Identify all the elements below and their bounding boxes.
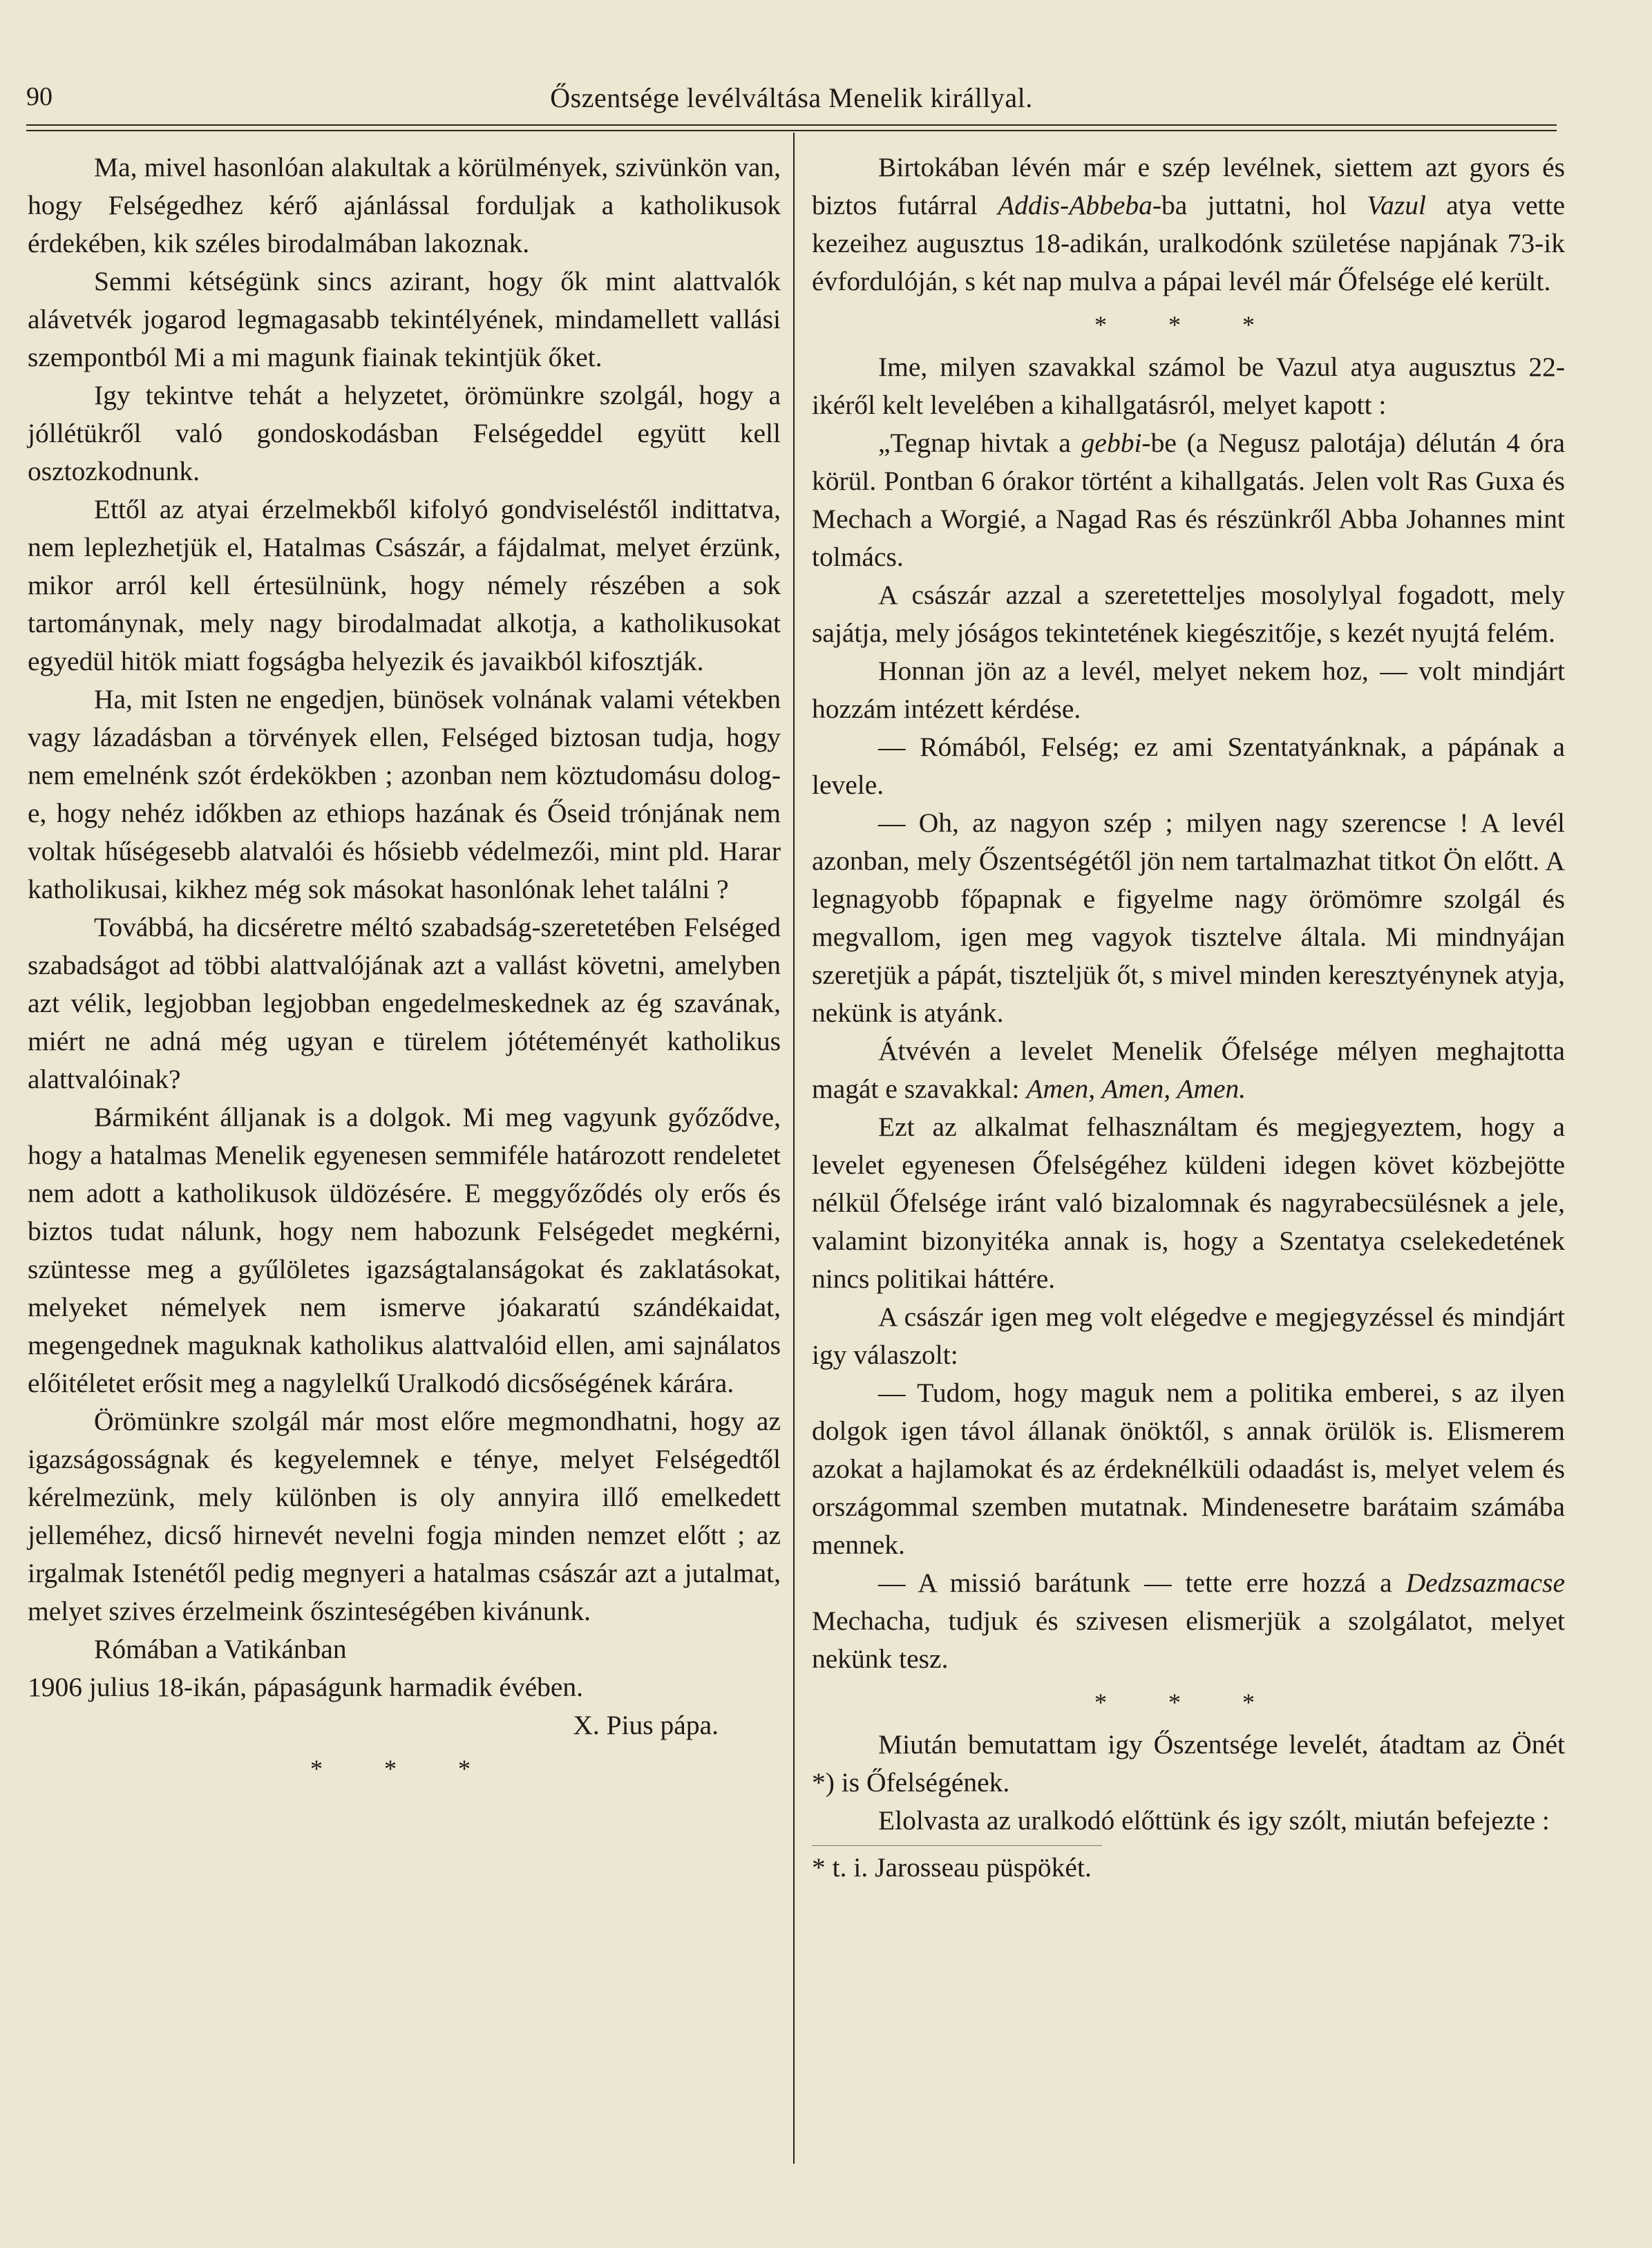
paragraph xyxy=(812,1032,1565,1108)
paragraph: A császár igen meg volt elégedve e megjegyzéssel és mindjárt igy válaszolt: xyxy=(812,1302,1565,1370)
paragraph: Továbbá, ha dicséretre méltó szabadság-szeretetében Felséged szabadságot ad többi alattvalójának azt a vallást követni, amelyben azt vélik, legjobban legjobban engedelmeskednek az ég szavának, miért ne adná még ugyan e türelem jótéteményét katholikus alattvalóinak? xyxy=(28,912,781,1094)
paragraph: Ma, mivel hasonlóan alakultak a körülmények, szivünkön van, hogy Felségedhez kérő ajánlással forduljak a katholikusok érdekében, kik széles birodalmában lakoznak. xyxy=(28,152,781,258)
paragraph: Ime, milyen szavakkal számol be Vazul atya augusztus 22-ikéről kelt levelében a kihallgatásról, melyet kapott : xyxy=(812,352,1565,420)
paragraph xyxy=(812,424,1565,576)
paragraph: — Oh, az nagyon szép ; milyen nagy szerencse ! A levél azonban, mely Őszentségétől jön nem tartalmazhat titkot Ön előtt. A legnagyobb főpapnak e figyelme nagy örömömre szolgál és megvallom, igen meg vagyok tisztelve általa. Mi mindnyájan szeretjük a pápát, tiszteljük őt, s mivel minden keresztyénynek atyja, nekünk is atyánk. xyxy=(812,808,1565,1028)
section-asterism: * * * xyxy=(1094,311,1282,339)
paragraph: Miután bemutattam igy Őszentsége levelét, átadtam az Önét *) is Őfelségének. xyxy=(812,1729,1565,1798)
paragraph: Honnan jön az a levél, melyet nekem hoz, — volt mindjárt hozzám intézett kérdése. xyxy=(812,656,1565,724)
page-number: 90 xyxy=(26,82,53,111)
paragraph: Ezt az alkalmat felhasználtam és megjegyeztem, hogy a levelet egyenesen Őfelségéhez küldeni idegen követ közbejötte nélkül Őfelsége iránt való bizalomnak és nagyrabecsülésnek a jele, valamint bizonyitéka annak is, hogy a Szentatya cselekedetének nincs politikai háttére. xyxy=(812,1112,1565,1294)
header-rule-bottom xyxy=(26,130,1557,131)
letter-date: 1906 julius 18-ikán, pápaságunk harmadik évében. xyxy=(28,1672,584,1702)
paragraph: Örömünkre szolgál már most előre megmondhatni, hogy az igazságosságnak és kegyelemnek e tényе, melyet Felségedtől kérelmezünk, mely különben is oly annyira illő emelkedett jelleméhez, dicső hirnevét nevelni fogja minden nemzet előtt ; az irgalmak Istenétől pedig megnyeri a hatalmas császár azt a jutalmat, melyet szives érzelmeink őszinteségében kivánunk. xyxy=(28,1406,781,1626)
paragraph: Bármiként álljanak is a dolgok. Mi meg vagyunk győződve, hogy a hatalmas Menelik egyenesen semmiféle határozott rendeletet nem adott a katholikusok üldözésére. E meggyőződés oly erős és biztos tudat nálunk, hogy nem habozunk Felségedet megkérni, szüntesse meg a gyűlöletes igazságtalanságokat és zaklatásokat, melyeket némelyek nem ismerve jóakaratú szándékaidat, megengednek maguknak katholikus alattvalóid ellen, ami sajnálatos előitéletet erősit meg a nagylelkű Uralkodó dicsőségének kárára. xyxy=(28,1102,781,1398)
person-name-italic: Vazul xyxy=(1367,190,1426,220)
paragraph: A császár azzal a szeretetteljes mosolylyal fogadott, mely sajátja, mely jóságos tekintetének kiegészitője, s kezét nyujtá felém. xyxy=(812,580,1565,648)
letter-place: Rómában a Vatikánban xyxy=(94,1634,347,1664)
paragraph: — Rómából, Felség; ez ami Szentatyánknak, a pápának a levele. xyxy=(812,732,1565,800)
paragraph: Ettől az atyai érzelmekből kifolyó gondviseléstől indittatva, nem leplezhetjük el, Hatalmas Császár, a fájdalmat, melyet érzünk, mikor arról kell értesülnünk, hogy némely részében a sok tartománynak, mely nagy birodalmadat alkotja, a katholikusokat egyedül hitök miatt fogságba helyezik és javaikból kifosztják. xyxy=(28,494,781,676)
quote-italic: Amen, Amen, Amen. xyxy=(1026,1074,1246,1104)
running-header xyxy=(26,82,1557,120)
left-column xyxy=(28,149,781,1792)
paragraph: Elolvasta az uralkodó előttünk és igy szólt, miután befejezte : xyxy=(878,1805,1550,1836)
title-italic: Dedzsazmacse xyxy=(1405,1568,1565,1598)
paragraph: Ha, mit Isten ne engedjen, bünösek volnának valami vétekben vagy lázadásban a törvények ellen, Felséged biztosan tudja, hogy nem emelnénk szót érdekökben ; azonban nem köztudomásu dolog-e, hogy nehéz időkben az ethiops hazának és Őseid trónjának nem voltak hűségesebb alatvalói és hősiebb védelmezői, mint pld. Harar katholikusai, kikhez még sok másokat hasonlónak lehet találni ? xyxy=(28,684,781,904)
text-run: atya vette kezeihez augusztus 18-adikán, uralkodónk születése napjának 73-ik évfordulóján, s két nap mulva a pápai levél már Őfelsége elé került. xyxy=(812,190,1565,296)
header-rule-top xyxy=(26,124,1557,126)
text-run: „Tegnap hivtak a xyxy=(878,428,1081,458)
paragraph: — Tudom, hogy maguk nem a politika emberei, s az ilyen dolgok igen távol állanak önöktől, s annak örülök is. Elismerem azokat a hajlamokat és az érdeknélküli odaadást is, melyet velem és országommal szemben mutatnak. Mindenesetre barátaim számába mennek. xyxy=(812,1378,1565,1560)
paragraph: Semmi kétségünk sincs azirant, hogy ők mint alattvalók alávetvék jogarod legmagasabb tekintélyének, mindamellett vallási szempontból Mi a mi magunk fiainak tekintjük őket. xyxy=(28,266,781,372)
text-run: -be (a Negusz palotája) délután 4 óra körül. Pontban 6 órakor történt a kihallgatás. Jelen volt Ras Guxa és Mechach a Worgié, a Nagad Ras és részünkről Abba Johannes mint tolmács. xyxy=(812,428,1565,572)
place-name-italic: Addis-Abbeba xyxy=(998,190,1152,220)
text-run: Mechacha, tudjuk és szivesen elismerjük a szolgálatot, melyet nekünk tesz. xyxy=(812,1606,1565,1674)
text-run: — A missió barátunk — tette erre hozzá a xyxy=(878,1568,1406,1598)
section-asterism: * * * xyxy=(310,1755,498,1782)
term-italic: gebbi xyxy=(1081,428,1142,458)
running-title: Őszentsége levélváltása Menelik királlyal. xyxy=(550,82,1033,113)
text-run: Birtokában lévén már e szép levélnek, siettem azt gyors és biztos futárral xyxy=(812,152,1565,220)
paragraph: Igy tekintve tehát a helyzetet, örömünkre szolgál, hogy a jóllétükről való gondoskodásban Felségeddel együtt kell osztozkodnunk. xyxy=(28,380,781,486)
footnote: * t. i. Jarosseau püspökét. xyxy=(812,1845,1102,1887)
right-column xyxy=(812,149,1565,1887)
section-asterism: * * * xyxy=(1094,1688,1282,1716)
letter-signature: X. Pius pápa. xyxy=(573,1710,719,1740)
text-run: -ba juttatni, hol xyxy=(1152,190,1367,220)
text-run: Átvévén a levelet Menelik Őfelsége mélyen meghajtotta magát e szavakkal: xyxy=(812,1036,1565,1104)
column-divider xyxy=(793,133,795,2164)
paragraph xyxy=(812,149,1565,301)
paragraph xyxy=(812,1564,1565,1678)
